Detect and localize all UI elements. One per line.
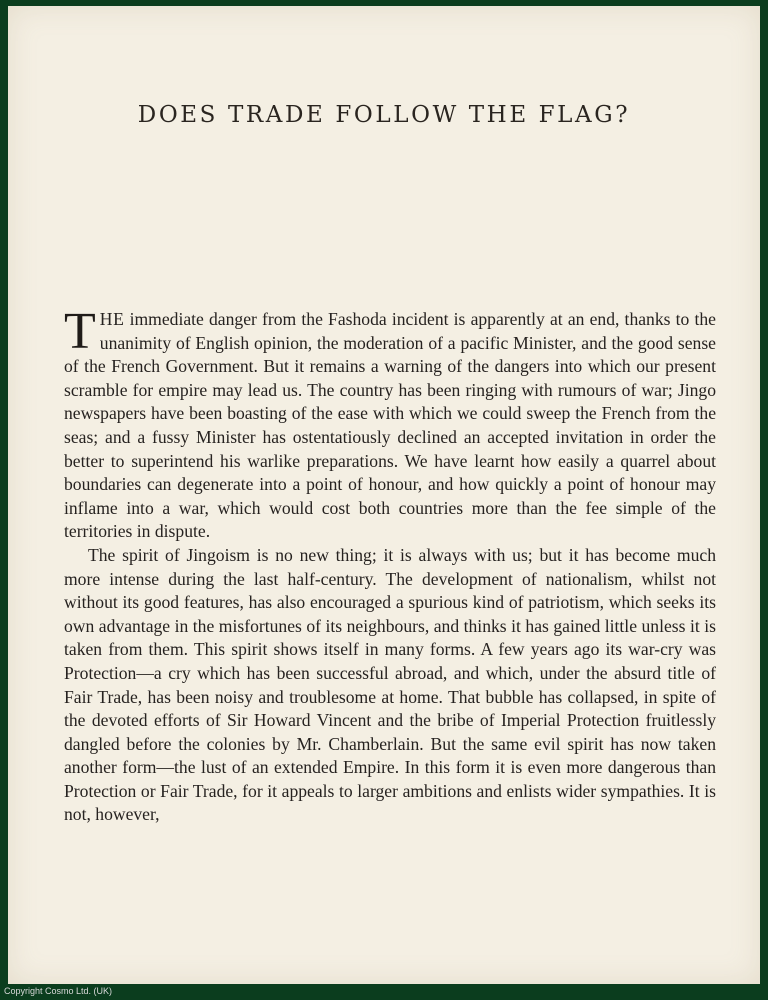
drop-cap: T — [64, 303, 96, 360]
paragraph-1 — [64, 303, 716, 544]
lead-word: HE — [99, 309, 125, 329]
paragraph-2: The spirit of Jingoism is no new thing; it is always with us; but it has become much more intense during the last half-century. The development of nationalism, whilst not without its good features, has also encouraged a spurious kind of patriotism, which seeks its own advantage in the misfortunes of its neighbours, and thinks it has gained little unless it is taken from them. This spirit shows itself in many forms. A few years ago its war-cry was Protection—a cry which has been successful abroad, and which, under the absurd title of Fair Trade, has been noisy and troublesome at home. That bubble has collapsed, in spite of the devoted efforts of Sir Howard Vincent and the bribe of Imperial Protection fruitlessly dangled before the colonies by Mr. Chamberlain. But the same evil spirit has now taken another form—the lust of an extended Empire. In this form it is even more dangerous than Protection or Fair Trade, for it appeals to larger ambitions and enlists wider sympathies. It is not, however, — [64, 544, 716, 825]
document-page — [8, 6, 760, 984]
paragraph-1-text: immediate danger from the Fashoda incident is apparently at an end, thanks to the unanimity of English opinion, the moderation of a pacific Minister, and the good sense of the French Government. But it remains a warning of the dangers into which our present scramble for empire may lead us. The country has been ringing with rumours of war; Jingo newspapers have been boasting of the ease with which we could sweep the French from the seas; and a fussy Minister has ostentatiously declined an accepted invitation in order the better to superintend his warlike preparations. We have learnt how easily a quarrel about boundaries can degenerate into a point of honour, and how quickly a point of honour may inflame into a war, which would cost both countries more than the fee simple of the territories in dispute. — [64, 309, 716, 542]
copyright-footer: Copyright Cosmo Ltd. (UK) — [4, 986, 113, 996]
article-body — [64, 303, 716, 827]
article-title: DOES TRADE FOLLOW THE FLAG? — [137, 102, 631, 128]
